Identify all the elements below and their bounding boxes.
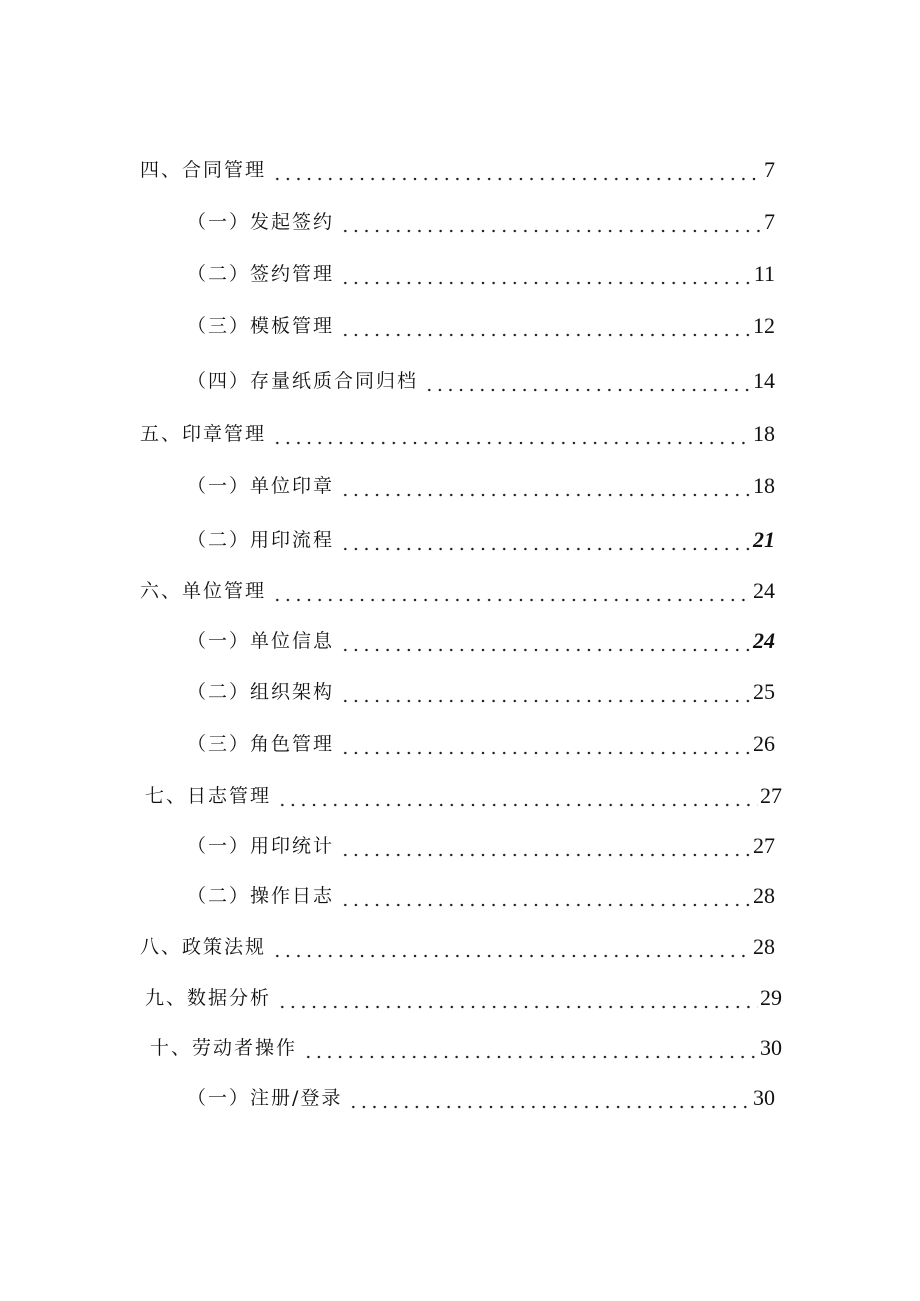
dot-leader (348, 1083, 751, 1113)
toc-entry-title: 九、数据分析 (145, 987, 272, 1009)
toc-entry-log-management[interactable] (145, 781, 782, 811)
toc-entry-seal-statistics[interactable] (187, 831, 775, 861)
toc-entry-org-structure[interactable] (187, 677, 775, 707)
toc-entry-contract-management[interactable] (140, 155, 775, 185)
toc-entry-page: 24 (753, 578, 775, 603)
toc-entry-page: 24 (753, 628, 775, 653)
dot-leader (340, 311, 751, 341)
dot-leader (272, 932, 751, 962)
dot-leader (277, 781, 758, 811)
toc-entry-title: （四）存量纸质合同归档 (187, 370, 419, 392)
toc-entry-worker-operations[interactable] (150, 1033, 782, 1063)
toc-entry-title: 六、单位管理 (140, 580, 267, 602)
toc-entry-page: 30 (760, 1035, 782, 1060)
toc-entry-title: （一）单位印章 (187, 475, 335, 497)
dot-leader (424, 366, 751, 396)
toc-entry-signing-management[interactable] (187, 259, 775, 289)
toc-entry-page: 7 (764, 209, 775, 234)
dot-leader (340, 207, 762, 237)
toc-entry-unit-management[interactable] (140, 576, 775, 606)
dot-leader (340, 525, 751, 555)
dot-leader (340, 881, 751, 911)
toc-entry-title: （三）角色管理 (187, 733, 335, 755)
toc-entry-data-analysis[interactable] (145, 983, 782, 1013)
dot-leader (272, 576, 751, 606)
toc-entry-title: 十、劳动者操作 (150, 1037, 298, 1059)
toc-entry-page: 29 (760, 985, 782, 1010)
dot-leader (340, 259, 752, 289)
toc-entry-operation-log[interactable] (187, 881, 775, 911)
toc-entry-page: 25 (753, 679, 775, 704)
dot-leader (340, 831, 751, 861)
toc-entry-page: 28 (753, 934, 775, 959)
toc-entry-page: 21 (753, 527, 775, 552)
toc-entry-page: 18 (753, 421, 775, 446)
toc-entry-page: 26 (753, 731, 775, 756)
toc-entry-title: （二）签约管理 (187, 263, 335, 285)
toc-entry-page: 30 (753, 1085, 775, 1110)
toc-entry-title: 四、合同管理 (140, 159, 267, 181)
toc-entry-title: （一）用印统计 (187, 835, 335, 857)
toc-entry-title: （一）注册/登录 (187, 1087, 343, 1109)
toc-entry-page: 14 (753, 368, 775, 393)
toc-entry-template-management[interactable] (187, 311, 775, 341)
toc-entry-title: （三）模板管理 (187, 315, 335, 337)
toc-entry-role-management[interactable] (187, 729, 775, 759)
toc-entry-title: 八、政策法规 (140, 936, 267, 958)
dot-leader (272, 419, 751, 449)
dot-leader (303, 1033, 758, 1063)
toc-entry-seal-management[interactable] (140, 419, 775, 449)
toc-entry-title: （一）发起签约 (187, 211, 335, 233)
toc-entry-initiate-signing[interactable] (187, 207, 775, 237)
toc-entry-page: 11 (753, 261, 775, 286)
toc-entry-title: 五、印章管理 (140, 423, 267, 445)
dot-leader (340, 471, 751, 501)
toc-entry-title: （二）用印流程 (187, 529, 335, 551)
dot-leader (277, 983, 758, 1013)
dot-leader (340, 677, 751, 707)
toc-entry-title: （二）操作日志 (187, 885, 335, 907)
toc-entry-page: 12 (753, 313, 775, 338)
toc-entry-page: 7 (764, 157, 775, 182)
dot-leader (340, 626, 751, 656)
dot-leader (340, 729, 751, 759)
toc-entry-title: 七、日志管理 (145, 785, 272, 807)
toc-entry-register-login[interactable] (187, 1083, 775, 1113)
toc-entry-policies-regulations[interactable] (140, 932, 775, 962)
toc-entry-title: （二）组织架构 (187, 681, 335, 703)
toc-entry-title: （一）单位信息 (187, 630, 335, 652)
dot-leader (272, 155, 762, 185)
toc-entry-unit-seal[interactable] (187, 471, 775, 501)
toc-entry-page: 18 (753, 473, 775, 498)
toc-entry-page: 27 (760, 783, 782, 808)
toc-entry-unit-info[interactable] (187, 626, 775, 656)
toc-entry-page: 27 (753, 833, 775, 858)
toc-entry-paper-contract-archive[interactable] (187, 366, 775, 396)
toc-entry-page: 28 (753, 883, 775, 908)
toc-entry-seal-process[interactable] (187, 525, 775, 555)
